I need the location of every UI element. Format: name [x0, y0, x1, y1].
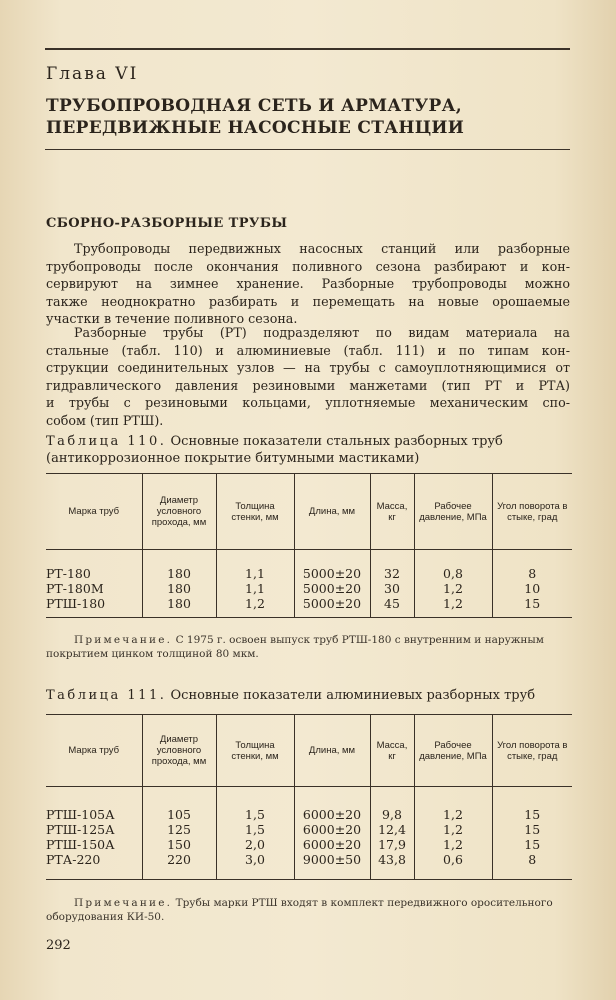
text-line: Разборные трубы (РТ) подразделяют по видам материала на — [74, 325, 570, 340]
cell: 30 — [370, 581, 414, 596]
cell: 1,2 — [414, 581, 492, 596]
cell: 1,2 — [414, 596, 492, 611]
column-header: Марка труб — [46, 715, 142, 787]
cell: 5000±20 — [294, 566, 370, 581]
text-line: участки в течение поливного сезона. — [46, 311, 298, 326]
cell: 9,8 — [370, 807, 414, 822]
cell: 3,0 — [216, 852, 294, 867]
column-header: Рабочее давление, МПа — [414, 474, 492, 550]
cell: 6000±20 — [294, 837, 370, 852]
paragraph-2 — [46, 324, 570, 429]
cell: 180 — [142, 596, 216, 611]
table-label: Таблица 110. — [46, 434, 167, 449]
cell: 0,6 — [414, 852, 492, 867]
cell: 32 — [370, 566, 414, 581]
chapter-title-line: ПЕРЕДВИЖНЫЕ НАСОСНЫЕ СТАНЦИИ — [46, 118, 465, 138]
column-header: Длина, мм — [294, 715, 370, 787]
note-text: С 1975 г. освоен выпуск труб РТШ-180 с внутренним и наружным покрытием цинком толщиной 80 мкм. — [46, 634, 544, 660]
cell: 1,2 — [414, 807, 492, 822]
column-header: Угол поворота в стыке, град — [492, 715, 572, 787]
text-line: собом (тип РТШ). — [46, 412, 164, 428]
table-row — [46, 596, 572, 611]
column-header: Марка труб — [46, 474, 142, 550]
cell: 17,9 — [370, 837, 414, 852]
cell: 1,2 — [414, 822, 492, 837]
title-rule — [45, 149, 570, 150]
chapter-title-line: ТРУБОПРОВОДНАЯ СЕТЬ И АРМАТУРА, — [46, 96, 462, 116]
section-title: СБОРНО-РАЗБОРНЫЕ ТРУБЫ — [46, 216, 288, 231]
cell: 43,8 — [370, 852, 414, 867]
cell: 15 — [492, 837, 572, 852]
cell: 1,1 — [216, 566, 294, 581]
table-111-caption — [46, 687, 535, 704]
column-header: Угол поворота в стыке, град — [492, 474, 572, 550]
table-row — [46, 822, 572, 837]
text-line: трубопроводы после окончания поливного сезона разбирают и кон- — [46, 258, 570, 274]
cell: 15 — [492, 807, 572, 822]
cell: 105 — [142, 807, 216, 822]
column-header: Диаметр условного прохода, мм — [142, 474, 216, 550]
cell: 8 — [492, 566, 572, 581]
text-line: также неоднократно разбирать и перемещать на новые орошаемые — [46, 293, 570, 309]
cell: 1,5 — [216, 807, 294, 822]
cell: РТШ-105А — [46, 807, 115, 822]
table-row — [46, 807, 572, 822]
cell: РТШ-150А — [46, 837, 115, 852]
cell: 45 — [370, 596, 414, 611]
chapter-heading: Глава VI — [46, 64, 139, 84]
cell: 1,2 — [414, 837, 492, 852]
cell: РТА-220 — [46, 852, 101, 867]
table-caption: Основные показатели алюминиевых разборных труб — [170, 688, 536, 703]
column-header: Масса, кг — [370, 715, 414, 787]
note-label: Примечание. — [74, 634, 173, 646]
cell: 5000±20 — [294, 581, 370, 596]
text-line: гидравлического давления резиновыми манжетами (тип РТ и РТА) — [46, 377, 570, 393]
table-row — [46, 837, 572, 852]
cell: 125 — [142, 822, 216, 837]
cell: РТ-180М — [46, 581, 104, 596]
page-number: 292 — [46, 938, 71, 953]
cell: 12,4 — [370, 822, 414, 837]
cell: 15 — [492, 596, 572, 611]
text-line: сервируют на зимнее хранение. Разборные трубопроводы можно — [46, 276, 570, 291]
cell: 180 — [142, 566, 216, 581]
table-header-row — [46, 715, 572, 787]
table-111 — [46, 714, 572, 880]
table-row — [46, 852, 572, 867]
text-line: и трубы с резиновыми кольцами, уплотняемые механическим спо- — [46, 395, 570, 410]
table-110 — [46, 473, 572, 618]
table-110-caption — [46, 433, 503, 467]
cell: 9000±50 — [294, 852, 370, 867]
column-header: Толщина стенки, мм — [216, 715, 294, 787]
cell: 5000±20 — [294, 596, 370, 611]
table-row — [46, 581, 572, 596]
cell: 6000±20 — [294, 822, 370, 837]
note-text: Трубы марки РТШ входят в комплект передвижного оросительного оборудования КИ-50. — [46, 897, 553, 923]
note-label: Примечание. — [74, 897, 173, 909]
cell: 8 — [492, 852, 572, 867]
text-line: стальные (табл. 110) и алюминиевые (табл. 111) и по типам кон- — [46, 342, 570, 358]
table-caption: Основные показатели стальных разборных труб — [170, 434, 503, 449]
cell: 1,2 — [216, 596, 294, 611]
cell: 2,0 — [216, 837, 294, 852]
chapter-title — [46, 95, 464, 139]
table-110-note — [46, 633, 572, 661]
table-header-row — [46, 474, 572, 550]
cell: 6000±20 — [294, 807, 370, 822]
table-caption-sub: (антикоррозионное покрытие битумными мастиками) — [46, 451, 420, 466]
cell: 15 — [492, 822, 572, 837]
column-header: Длина, мм — [294, 474, 370, 550]
column-header: Масса, кг — [370, 474, 414, 550]
column-header: Диаметр условного прохода, мм — [142, 715, 216, 787]
text-line: Трубопроводы передвижных насосных станций или разборные — [74, 241, 570, 256]
cell: РТШ-180 — [46, 596, 106, 611]
top-rule — [45, 48, 570, 50]
cell: 1,5 — [216, 822, 294, 837]
cell: РТШ-125А — [46, 822, 115, 837]
column-header: Рабочее давление, МПа — [414, 715, 492, 787]
column-header: Толщина стенки, мм — [216, 474, 294, 550]
cell: 10 — [492, 581, 572, 596]
table-111-note — [46, 896, 572, 924]
cell: РТ-180 — [46, 566, 91, 581]
cell: 180 — [142, 581, 216, 596]
cell: 220 — [142, 852, 216, 867]
cell: 150 — [142, 837, 216, 852]
table-row — [46, 566, 572, 581]
cell: 0,8 — [414, 566, 492, 581]
text-line: струкции соединительных узлов — на трубы с самоуплотняющимися от — [46, 360, 570, 375]
table-label: Таблица 111. — [46, 688, 167, 703]
paragraph-1 — [46, 240, 570, 328]
cell: 1,1 — [216, 581, 294, 596]
